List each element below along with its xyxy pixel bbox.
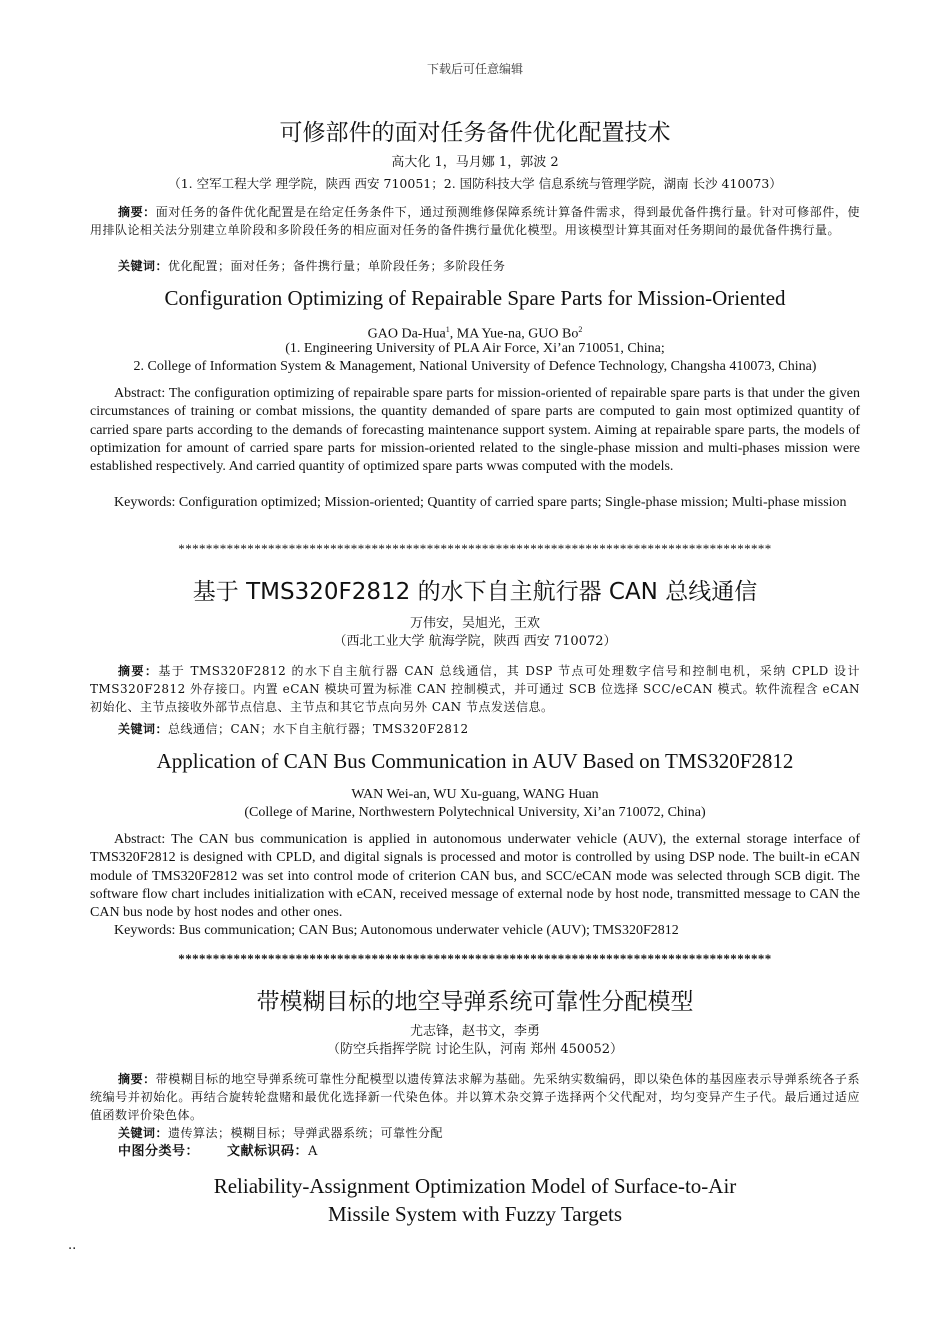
article1-cn-abstract (90, 203, 860, 239)
abstract-label: 摘要： (118, 205, 156, 219)
keywords-label: 关键词： (118, 722, 169, 736)
article2-cn-title: 基于 TMS320F2812 的水下自主航行器 CAN 总线通信 (192, 579, 758, 605)
abstract-text: 带模糊目标的地空导弹系统可靠性分配模型以遗传算法求解为基础。先采纳实数编码，即以染色体的基因座表示导弹系统各子系统编号并初始化。再结合旋转轮盘赌和最优化选择新一代染色体。并以算术杂交算子选择两个父代配对，均匀变异产生子代。最后通过适应值函数评价染色体。 (90, 1072, 860, 1122)
article1-cn-affiliation: （1. 空军工程大学 理学院，陕西 西安 710051；2. 国防科技大学 信息系统与管理学院，湖南 长沙 410073） (168, 176, 782, 191)
keywords-text: 遗传算法；模糊目标；导弹武器系统；可靠性分配 (168, 1126, 444, 1140)
separator-2: ************************************************************************************** (178, 951, 772, 966)
doc-code-label: 文献标识码： (227, 1144, 309, 1159)
article3-en-title-line1: Reliability-Assignment Optimization Model of Surface-to-Air (213, 1174, 737, 1198)
keywords-label: 关键词： (118, 1126, 169, 1140)
article3-cn-abstract (90, 1070, 860, 1124)
article1-cn-keywords (90, 257, 860, 275)
footer-mark: .. (68, 1238, 77, 1253)
article2-en-affiliation: (College of Marine, Northwestern Polytechnical University, Xi’an 710072, China) (244, 805, 706, 820)
keywords-text: 总线通信；CAN；水下自主航行器；TMS320F2812 (168, 722, 469, 736)
article1-cn-title: 可修部件的面对任务备件优化配置技术 (279, 120, 671, 146)
article2-cn-affiliation: （西北工业大学 航海学院，陕西 西安 710072） (333, 634, 617, 649)
article2-cn-keywords (90, 720, 860, 738)
abstract-text: 面对任务的备件优化配置是在给定任务条件下，通过预测维修保障系统计算备件需求，得到最优备件携行量。针对可修部件，使用排队论相关法分别建立单阶段和多阶段任务的相应面对任务的备件携行量优化模型。用该模型计算其面对任务期间的最优备件携行量。 (90, 205, 860, 237)
doc-code: A (308, 1144, 318, 1159)
keywords-text: 优化配置；面对任务；备件携行量；单阶段任务；多阶段任务 (168, 259, 506, 273)
article1-en-abstract: Abstract: The configuration optimizing of repairable spare parts for mission-oriented of repairable spare parts is that under the given circumstances of training or combat missions, the quantity demanded of spare parts are computed to gain most optimized quantity of carried spare parts according to the demands of forecasting maintenance support system. Aiming at repairable spare parts, the models of optimization for amount of carried spare parts for mission-oriented related to the single-phase mission and multi-phases mission were established respectively. And carried quantity of optimized spare parts wwas computed with the models. (90, 386, 860, 475)
article3-cn-affiliation: （防空兵指挥学院 讨论生队，河南 郑州 450052） (326, 1042, 624, 1057)
article3-cn-authors: 尤志锋，赵书文，李勇 (409, 1024, 540, 1039)
article3-classification (90, 1143, 860, 1161)
article2-en-title: Application of CAN Bus Communication in AUV Based on TMS320F2812 (156, 749, 794, 773)
article1-en-authors: GAO Da-Hua$^1$, MA Yue-na, GUO Bo$^2$ (367, 325, 583, 342)
article3-en-title-line2: Missile System with Fuzzy Targets (327, 1202, 623, 1226)
separator-1: ************************************************************************************** (178, 541, 772, 556)
abstract-label: 摘要： (118, 664, 159, 678)
article1-en-title: Configuration Optimizing of Repairable Spare Parts for Mission-Oriented (164, 286, 786, 310)
article1-cn-authors: 高大化 1，马月娜 1，郭波 2 (391, 155, 559, 170)
keywords-label: 关键词： (118, 259, 169, 273)
article2-cn-authors: 万伟安，吴旭光，王欢 (409, 616, 540, 631)
clc-label: 中图分类号： (118, 1144, 200, 1159)
article2-en-abstract: Abstract: The CAN bus communication is applied in autonomous underwater vehicle (AUV), the external storage interface of TMS320F2812 is designed with CPLD, and digital signals is processed and motor is controlled by using DSP node. The built-in eCAN module of TMS320F2812 was set into control mode of criterion CAN bus, and SCC/eCAN mode was selected through SCB digit. The software flow chart includes initialization with eCAN, received message of external node by host node, transmitted message to CAN the CAN bus node by host nodes and other ones. (90, 832, 860, 921)
abstract-label: 摘要： (118, 1072, 156, 1086)
article2-en-keywords: Keywords: Bus communication; CAN Bus; Autonomous underwater vehicle (AUV); TMS320F2812 (114, 923, 679, 938)
article3-cn-keywords (90, 1124, 860, 1142)
article3-cn-title: 带模糊目标的地空导弹系统可靠性分配模型 (256, 989, 694, 1015)
article1-en-affiliation-2: 2. College of Information System & Management, National University of Defence Technology, Changsha 410073, China) (133, 359, 817, 374)
article2-en-authors: WAN Wei-an, WU Xu-guang, WANG Huan (351, 787, 599, 802)
page-header: 下载后可任意编辑 (426, 62, 523, 76)
abstract-text: 基于 TMS320F2812 的水下自主航行器 CAN 总线通信，其 DSP 节点可处理数字信号和控制电机，采纳 CPLD 设计 TMS320F2812 外存接口。内置 eCAN 模块可置为标准 CAN 控制模式，并可通过 SCB 位选择 SCC/eCAN 模式。软件流程含 eCAN 初始化、主节点接收外部节点信息、主节点和其它节点向另外 CAN 节点发送信息。 (90, 664, 860, 714)
article1-en-keywords: Keywords: Configuration optimized; Mission-oriented; Quantity of carried spare parts; Single-phase mission; Multi-phase mission (114, 495, 847, 510)
article2-cn-abstract (90, 662, 860, 716)
article1-en-affiliation-1: (1. Engineering University of PLA Air Force, Xi’an 710051, China; (285, 341, 665, 356)
